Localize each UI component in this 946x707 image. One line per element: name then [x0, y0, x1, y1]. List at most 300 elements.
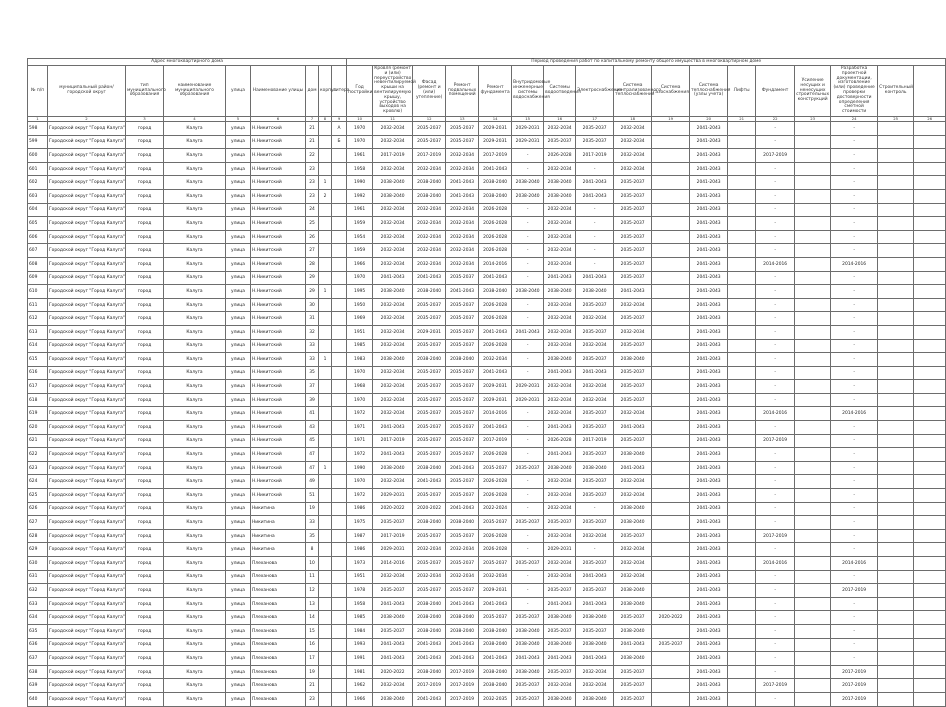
cell-p7: 2041-2043: [576, 366, 614, 380]
cell-street: Плеханова: [251, 557, 306, 571]
cell-p5: -: [512, 203, 544, 217]
cell-p9: [652, 189, 690, 203]
cell-p7: -: [576, 162, 614, 176]
cell-p6: 2035-2037: [544, 624, 576, 638]
cell-p9: [652, 298, 690, 312]
cell-p12: 2014-2016: [756, 557, 795, 571]
col-header-num: № п/п: [28, 66, 48, 117]
table-row: [28, 461, 946, 475]
table-row: [28, 570, 946, 584]
cell-p8: 2038-2040: [614, 502, 652, 516]
column-number: 11: [373, 117, 413, 122]
cell-p14: -: [831, 475, 878, 489]
cell-korpus: [319, 149, 332, 163]
cell-p4: 2017-2019: [479, 434, 512, 448]
cell-litera: [332, 448, 347, 462]
cell-p4: 2035-2037: [479, 461, 512, 475]
cell-p8: 2038-2040: [614, 652, 652, 666]
cell-n: 636: [28, 638, 48, 652]
cell-p2: 2041-2043: [413, 652, 446, 666]
cell-n: 621: [28, 434, 48, 448]
cell-empty: [878, 624, 914, 638]
cell-p7: 2017-2019: [576, 434, 614, 448]
cell-litera: [332, 380, 347, 394]
cell-p12: -: [756, 597, 795, 611]
column-number: 13: [446, 117, 479, 122]
cell-p3: 2032-2034: [446, 217, 479, 231]
column-number: 22: [756, 117, 795, 122]
cell-settlement: Калуга: [164, 325, 226, 339]
cell-p2: 2038-2040: [413, 461, 446, 475]
cell-korpus: [319, 502, 332, 516]
cell-p13: [795, 611, 831, 625]
cell-settlement: Калуга: [164, 489, 226, 503]
cell-n: 608: [28, 257, 48, 271]
cell-p9: 2035-2037: [652, 638, 690, 652]
cell-stype: город: [126, 230, 164, 244]
cell-empty: [914, 135, 946, 149]
cell-street: Н.Никитский: [251, 230, 306, 244]
cell-street-type: улица: [226, 665, 251, 679]
cell-p6: 2038-2040: [544, 461, 576, 475]
group-header-periods: Период проведения работ по капитальному ремонту общего имущества в многоквартирном доме: [347, 59, 946, 66]
cell-p7: 2017-2019: [576, 149, 614, 163]
cell-p1: 2032-2034: [373, 135, 413, 149]
cell-p3: 2035-2037: [446, 489, 479, 503]
cell-p14: -: [831, 162, 878, 176]
cell-settlement: Калуга: [164, 679, 226, 693]
cell-p9: [652, 448, 690, 462]
cell-litera: [332, 203, 347, 217]
cell-street: Н.Никитский: [251, 285, 306, 299]
col-header-heat: Система централизованного теплоснабжения: [614, 66, 652, 117]
cell-p12: -: [756, 312, 795, 326]
cell-street: Н.Никитский: [251, 217, 306, 231]
cell-p12: 2017-2019: [756, 679, 795, 693]
cell-street: Плеханова: [251, 597, 306, 611]
column-number: 18: [614, 117, 652, 122]
cell-street-type: улица: [226, 257, 251, 271]
col-header-year: Год постройки: [347, 66, 373, 117]
cell-p6: 2032-2034: [544, 380, 576, 394]
cell-p1: 2029-2031: [373, 543, 413, 557]
cell-p3: 2017-2019: [446, 679, 479, 693]
cell-house: 28: [306, 257, 319, 271]
cell-p10: 2041-2043: [690, 434, 728, 448]
cell-p9: [652, 557, 690, 571]
cell-street-type: улица: [226, 325, 251, 339]
cell-korpus: [319, 203, 332, 217]
col-header-lifts: Лифты: [728, 66, 756, 117]
cell-empty: [914, 298, 946, 312]
cell-p12: -: [756, 393, 795, 407]
cell-district: Городской округ "Город Калуга": [48, 543, 126, 557]
cell-stype: город: [126, 557, 164, 571]
cell-p11: [728, 325, 756, 339]
cell-settlement: Калуга: [164, 122, 226, 136]
cell-p3: 2035-2037: [446, 557, 479, 571]
cell-p1: 2032-2034: [373, 122, 413, 136]
cell-stype: город: [126, 529, 164, 543]
cell-street-type: улица: [226, 597, 251, 611]
cell-p7: -: [576, 257, 614, 271]
cell-p1: 2032-2034: [373, 380, 413, 394]
cell-n: 599: [28, 135, 48, 149]
cell-street-type: улица: [226, 516, 251, 530]
cell-litera: [332, 461, 347, 475]
cell-p2: 2035-2037: [413, 421, 446, 435]
cell-stype: город: [126, 325, 164, 339]
cell-litera: [332, 217, 347, 231]
cell-p5: 2029-2031: [512, 393, 544, 407]
cell-p11: [728, 257, 756, 271]
table-row: [28, 516, 946, 530]
cell-n: 602: [28, 176, 48, 190]
cell-p12: 2017-2019: [756, 434, 795, 448]
cell-year: 1972: [347, 407, 373, 421]
cell-p10: 2041-2043: [690, 312, 728, 326]
col-header-street-type: улица: [226, 66, 251, 117]
cell-p11: [728, 529, 756, 543]
cell-district: Городской округ "Город Калуга": [48, 285, 126, 299]
cell-p11: [728, 570, 756, 584]
cell-street-type: улица: [226, 339, 251, 353]
cell-street-type: улица: [226, 489, 251, 503]
cell-p11: [728, 230, 756, 244]
cell-p9: [652, 135, 690, 149]
cell-district: Городской округ "Город Калуга": [48, 325, 126, 339]
cell-p14: -: [831, 189, 878, 203]
cell-p13: [795, 543, 831, 557]
cell-p14: -: [831, 312, 878, 326]
cell-litera: [332, 502, 347, 516]
cell-p14: -: [831, 230, 878, 244]
cell-p5: 2029-2031: [512, 380, 544, 394]
cell-p11: [728, 692, 756, 706]
cell-street-type: улица: [226, 149, 251, 163]
cell-p14: -: [831, 543, 878, 557]
cell-p2: 2035-2037: [413, 529, 446, 543]
cell-settlement: Калуга: [164, 597, 226, 611]
cell-p1: 2020-2022: [373, 665, 413, 679]
cell-p8: 2035-2037: [614, 380, 652, 394]
cell-p1: 2014-2016: [373, 557, 413, 571]
cell-year: 1993: [347, 638, 373, 652]
cell-p8: 2032-2034: [614, 149, 652, 163]
table-row: [28, 380, 946, 394]
cell-p14: -: [831, 298, 878, 312]
cell-empty: [878, 393, 914, 407]
cell-empty: [878, 217, 914, 231]
cell-street-type: улица: [226, 203, 251, 217]
cell-p3: 2035-2037: [446, 366, 479, 380]
cell-empty: [914, 407, 946, 421]
cell-p12: -: [756, 461, 795, 475]
cell-p5: -: [512, 271, 544, 285]
cell-year: 1951: [347, 570, 373, 584]
cell-house: 17: [306, 652, 319, 666]
cell-empty: [914, 217, 946, 231]
cell-house: 27: [306, 244, 319, 258]
cell-p11: [728, 380, 756, 394]
cell-p6: 2035-2037: [544, 135, 576, 149]
cell-year: 1970: [347, 122, 373, 136]
cell-p10: 2041-2043: [690, 611, 728, 625]
cell-p7: 2038-2040: [576, 461, 614, 475]
cell-p6: 2032-2034: [544, 230, 576, 244]
table-row: [28, 325, 946, 339]
cell-p5: 2035-2037: [512, 461, 544, 475]
cell-p4: 2041-2043: [479, 421, 512, 435]
cell-n: 603: [28, 189, 48, 203]
cell-p3: 2041-2043: [446, 285, 479, 299]
cell-n: 601: [28, 162, 48, 176]
cell-stype: город: [126, 475, 164, 489]
cell-p3: 2035-2037: [446, 434, 479, 448]
cell-stype: город: [126, 448, 164, 462]
table-row: [28, 692, 946, 706]
cell-p4: 2038-2040: [479, 285, 512, 299]
cell-settlement: Калуга: [164, 434, 226, 448]
cell-p9: [652, 543, 690, 557]
cell-p9: [652, 176, 690, 190]
cell-p2: 2032-2034: [413, 244, 446, 258]
cell-year: 1968: [347, 380, 373, 394]
cell-p2: 2038-2040: [413, 176, 446, 190]
cell-p2: 2041-2043: [413, 475, 446, 489]
cell-korpus: [319, 652, 332, 666]
cell-p4: 2017-2019: [479, 149, 512, 163]
cell-p3: 2035-2037: [446, 407, 479, 421]
cell-litera: [332, 189, 347, 203]
cell-street: Никитина: [251, 529, 306, 543]
cell-p6: 2035-2037: [544, 665, 576, 679]
cell-empty: [914, 665, 946, 679]
cell-p11: [728, 312, 756, 326]
cell-settlement: Калуга: [164, 475, 226, 489]
cell-p12: -: [756, 570, 795, 584]
cell-street-type: улица: [226, 271, 251, 285]
cell-p6: 2038-2040: [544, 611, 576, 625]
cell-p14: -: [831, 448, 878, 462]
cell-p2: 2038-2040: [413, 611, 446, 625]
cell-p14: -: [831, 203, 878, 217]
col-header-fund: Фундамент: [756, 66, 795, 117]
cell-year: 1986: [347, 543, 373, 557]
cell-p13: [795, 353, 831, 367]
cell-p5: 2041-2043: [512, 325, 544, 339]
cell-p3: 2032-2034: [446, 244, 479, 258]
column-number: 15: [512, 117, 544, 122]
column-number: 14: [479, 117, 512, 122]
table-row: [28, 638, 946, 652]
cell-street-type: улица: [226, 366, 251, 380]
cell-year: 1970: [347, 135, 373, 149]
cell-p4: 2029-2031: [479, 122, 512, 136]
cell-year: 1958: [347, 162, 373, 176]
cell-p11: [728, 285, 756, 299]
cell-district: Городской округ "Город Калуга": [48, 584, 126, 598]
cell-street: Плеханова: [251, 652, 306, 666]
cell-year: 1970: [347, 393, 373, 407]
cell-p6: 2032-2034: [544, 570, 576, 584]
cell-p10: 2041-2043: [690, 652, 728, 666]
cell-district: Городской округ "Город Калуга": [48, 652, 126, 666]
cell-settlement: Калуга: [164, 516, 226, 530]
cell-p12: -: [756, 502, 795, 516]
cell-p11: [728, 584, 756, 598]
cell-p12: 2014-2016: [756, 407, 795, 421]
cell-street: Н.Никитский: [251, 162, 306, 176]
cell-p8: 2035-2037: [614, 434, 652, 448]
cell-p7: 2041-2043: [576, 652, 614, 666]
cell-year: 1954: [347, 230, 373, 244]
cell-p7: 2032-2034: [576, 679, 614, 693]
cell-p2: 2032-2034: [413, 217, 446, 231]
cell-n: 616: [28, 366, 48, 380]
cell-n: 629: [28, 543, 48, 557]
cell-p14: -: [831, 285, 878, 299]
cell-p2: 2035-2037: [413, 448, 446, 462]
col-header-settlement: наименование муниципального образования: [164, 66, 226, 117]
cell-settlement: Калуга: [164, 393, 226, 407]
cell-p10: 2041-2043: [690, 692, 728, 706]
table-row: [28, 543, 946, 557]
cell-p6: 2041-2043: [544, 271, 576, 285]
cell-p8: 2032-2034: [614, 325, 652, 339]
cell-p13: [795, 570, 831, 584]
cell-litera: [332, 312, 347, 326]
cell-p2: 2035-2037: [413, 122, 446, 136]
cell-p4: 2035-2037: [479, 516, 512, 530]
cell-p9: [652, 244, 690, 258]
cell-p9: [652, 679, 690, 693]
cell-p12: -: [756, 638, 795, 652]
cell-year: 1959: [347, 217, 373, 231]
table-row: [28, 312, 946, 326]
cell-stype: город: [126, 652, 164, 666]
cell-p12: -: [756, 584, 795, 598]
table-row: [28, 217, 946, 231]
cell-p8: 2035-2037: [614, 189, 652, 203]
cell-p10: 2041-2043: [690, 203, 728, 217]
cell-korpus: [319, 679, 332, 693]
cell-p2: 2035-2037: [413, 393, 446, 407]
cell-settlement: Калуга: [164, 230, 226, 244]
cell-street-type: улица: [226, 692, 251, 706]
cell-litera: [332, 475, 347, 489]
cell-settlement: Калуга: [164, 176, 226, 190]
cell-p11: [728, 557, 756, 571]
cell-empty: [878, 285, 914, 299]
cell-year: 1987: [347, 529, 373, 543]
cell-p4: 2014-2016: [479, 407, 512, 421]
cell-p6: 2041-2043: [544, 421, 576, 435]
cell-p6: 2032-2034: [544, 339, 576, 353]
cell-stype: город: [126, 298, 164, 312]
cell-house: 10: [306, 557, 319, 571]
cell-district: Городской округ "Город Калуга": [48, 135, 126, 149]
column-number: 5: [226, 117, 251, 122]
cell-p14: -: [831, 597, 878, 611]
cell-p9: [652, 570, 690, 584]
cell-p3: 2035-2037: [446, 135, 479, 149]
table-row: [28, 339, 946, 353]
cell-street: Н.Никитский: [251, 339, 306, 353]
cell-p8: 2038-2040: [614, 448, 652, 462]
cell-p6: 2032-2034: [544, 393, 576, 407]
cell-empty: [914, 543, 946, 557]
cell-p8: 2035-2037: [614, 312, 652, 326]
cell-n: 613: [28, 325, 48, 339]
cell-house: 41: [306, 407, 319, 421]
cell-korpus: [319, 529, 332, 543]
cell-p8: 2041-2043: [614, 421, 652, 435]
cell-district: Городской округ "Город Калуга": [48, 366, 126, 380]
cell-p10: 2041-2043: [690, 122, 728, 136]
cell-litera: [332, 529, 347, 543]
cell-year: 1966: [347, 257, 373, 271]
cell-p7: 2035-2037: [576, 448, 614, 462]
cell-stype: город: [126, 271, 164, 285]
cell-p7: 2038-2040: [576, 611, 614, 625]
cell-p4: 2014-2016: [479, 257, 512, 271]
cell-p7: -: [576, 203, 614, 217]
cell-p14: -: [831, 652, 878, 666]
column-number: 9: [332, 117, 347, 122]
cell-litera: [332, 407, 347, 421]
table-header: [28, 59, 946, 122]
cell-p11: [728, 339, 756, 353]
cell-p5: -: [512, 366, 544, 380]
cell-n: 606: [28, 230, 48, 244]
cell-p13: [795, 393, 831, 407]
col-header-korpus: корпус: [319, 66, 332, 117]
cell-p14: 2014-2016: [831, 257, 878, 271]
cell-stype: город: [126, 543, 164, 557]
cell-p3: 2038-2040: [446, 516, 479, 530]
cell-p9: [652, 529, 690, 543]
cell-p10: 2041-2043: [690, 624, 728, 638]
cell-year: 1970: [347, 366, 373, 380]
cell-p11: [728, 176, 756, 190]
cell-p7: 2032-2034: [576, 665, 614, 679]
cell-empty: [914, 230, 946, 244]
cell-p6: 2041-2043: [544, 448, 576, 462]
cell-litera: [332, 665, 347, 679]
cell-empty: [914, 679, 946, 693]
cell-p7: 2035-2037: [576, 407, 614, 421]
cell-p12: -: [756, 285, 795, 299]
cell-year: 1971: [347, 421, 373, 435]
cell-p14: -: [831, 122, 878, 136]
cell-p11: [728, 597, 756, 611]
table-row: [28, 557, 946, 571]
cell-p3: 2041-2043: [446, 597, 479, 611]
cell-empty: [878, 149, 914, 163]
cell-p1: 2032-2034: [373, 257, 413, 271]
cell-p10: 2041-2043: [690, 176, 728, 190]
cell-house: 23: [306, 692, 319, 706]
cell-p13: [795, 257, 831, 271]
cell-p13: [795, 557, 831, 571]
cell-p3: 2032-2034: [446, 203, 479, 217]
cell-litera: [332, 271, 347, 285]
cell-litera: [332, 679, 347, 693]
cell-p7: 2035-2037: [576, 135, 614, 149]
cell-p3: 2038-2040: [446, 353, 479, 367]
cell-n: 627: [28, 516, 48, 530]
